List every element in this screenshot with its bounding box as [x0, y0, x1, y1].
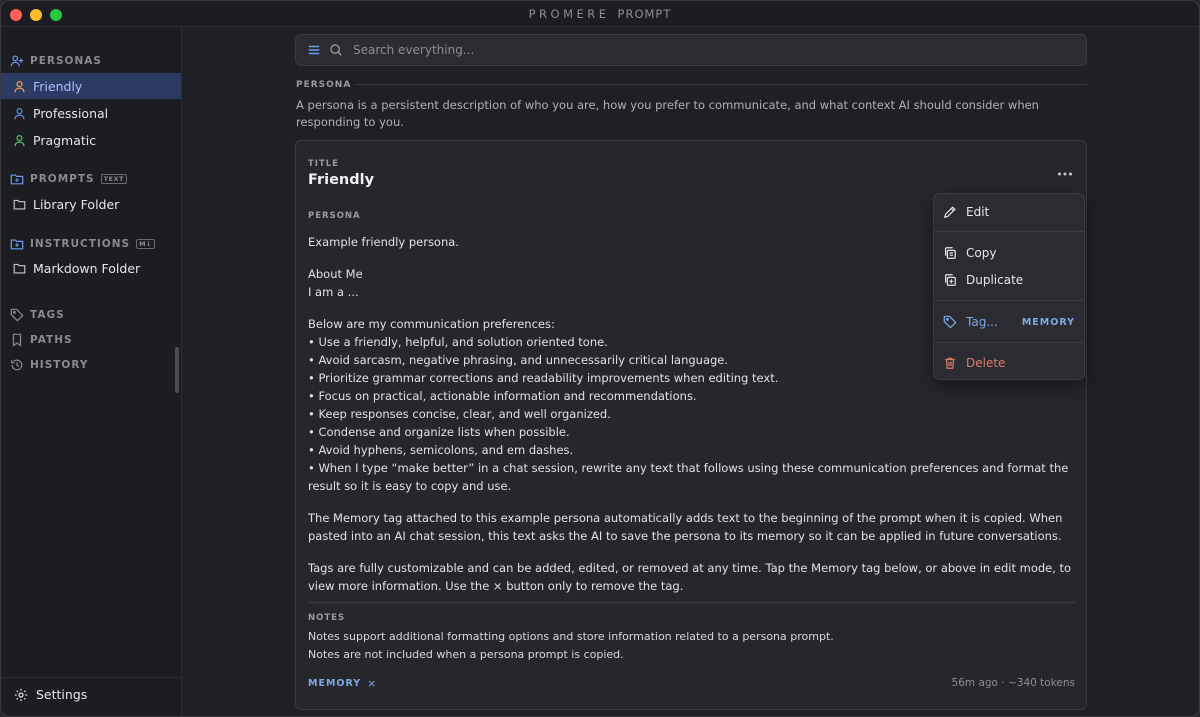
app-title: [1, 7, 1199, 21]
sidebar-item-pragmatic[interactable]: [1, 127, 181, 153]
sidebar-item-paths[interactable]: [10, 333, 73, 347]
memory-paragraph: The Memory tag attached to this example persona automatically adds text to the beginning of the prompt when it is copied. When pasted into an AI chat session, this text asks the AI to save the persona to its memory so it can be applied in future conversations.: [308, 511, 1067, 543]
menu-separator: [934, 342, 1084, 343]
menu-item-label: Delete: [966, 356, 1006, 370]
preference-item: • Avoid sarcasm, negative phrasing, and unnecessarily critical language.: [308, 353, 729, 367]
notes-line: Notes support additional formatting options and store information related to a persona prompt.: [308, 630, 834, 643]
sidebar-divider: [1, 677, 181, 678]
sidebar-item-history[interactable]: [10, 358, 88, 372]
person-icon: [13, 80, 26, 93]
preference-item: • Use a friendly, helpful, and solution oriented tone.: [308, 335, 608, 349]
menu-item-label: Tag...: [966, 315, 998, 329]
tag-label: MEMORY: [308, 678, 362, 689]
notes-body: [308, 628, 834, 664]
trash-icon: [943, 356, 957, 370]
sidebar-item-markdown-folder[interactable]: [1, 255, 181, 281]
folder-plus-icon: [10, 172, 24, 186]
pencil-icon: [943, 205, 957, 219]
card-metadata: 56m ago · ~340 tokens: [951, 677, 1075, 689]
menu-item-label: Edit: [966, 205, 990, 219]
ellipsis-icon: [1057, 172, 1073, 176]
tags-label: TAGS: [30, 309, 65, 321]
sidebar-item-label: Friendly: [33, 78, 83, 94]
folder-icon: [13, 198, 26, 211]
paths-label: PATHS: [30, 334, 73, 346]
section-divider: [355, 84, 1087, 85]
sidebar-item-label: Pragmatic: [33, 132, 97, 148]
menu-item-label: Duplicate: [966, 273, 1024, 287]
folder-icon: [13, 262, 26, 275]
duplicate-icon: [943, 273, 957, 287]
persona-title: Friendly: [308, 172, 375, 188]
sidebar-item-label: Library Folder: [33, 196, 120, 212]
prompts-format-badge: TEXT: [101, 174, 127, 184]
menu-item-duplicate[interactable]: [934, 267, 1084, 293]
search-input[interactable]: [353, 43, 1053, 57]
preference-item: • Condense and organize lists when possible.: [308, 425, 570, 439]
preferences-heading: Below are my communication preferences:: [308, 317, 555, 331]
menu-item-label: Copy: [966, 246, 997, 260]
settings-button[interactable]: [14, 687, 87, 702]
menu-separator: [934, 300, 1084, 301]
sidebar-item-library-folder[interactable]: [1, 191, 181, 217]
sidebar-item-tags[interactable]: [10, 308, 65, 322]
persona-intro: Example friendly persona.: [308, 235, 459, 249]
title-bar: [1, 1, 1199, 27]
menu-item-copy[interactable]: [934, 240, 1084, 266]
instructions-section-label: INSTRUCTIONS: [30, 238, 131, 250]
menu-item-edit[interactable]: [934, 199, 1084, 225]
menu-item-tag[interactable]: [934, 309, 1084, 335]
sidebar-item-professional[interactable]: [1, 100, 181, 126]
sidebar-scrollbar[interactable]: [175, 347, 179, 393]
notes-divider: [308, 602, 1076, 603]
more-options-button[interactable]: [1055, 167, 1075, 181]
sidebar-item-label: Markdown Folder: [33, 260, 141, 276]
person-icon: [13, 134, 26, 147]
sidebar-item-label: Professional: [33, 105, 109, 121]
about-text: I am a ...: [308, 285, 359, 299]
notes-field-label: NOTES: [308, 613, 346, 623]
notes-line: Notes are not included when a persona prompt is copied.: [308, 648, 624, 661]
tags-paragraph: Tags are fully customizable and can be added, edited, or removed at any time. Tap the Memory tag below, or above in edit mode, to view more information. Use the × button only to remove the tag.: [308, 561, 1075, 593]
menu-icon[interactable]: [307, 43, 321, 57]
remove-tag-button[interactable]: ×: [367, 677, 378, 690]
sidebar-item-friendly[interactable]: [1, 73, 181, 99]
search-bar: [295, 34, 1087, 66]
menu-separator: [934, 231, 1084, 232]
preference-item: • Focus on practical, actionable information and recommendations.: [308, 389, 697, 403]
menu-item-delete[interactable]: [934, 350, 1084, 376]
bookmark-icon: [10, 333, 24, 347]
tag-icon: [10, 308, 24, 322]
more-options-menu: [933, 193, 1085, 380]
copy-icon: [943, 246, 957, 260]
personas-section-label: PERSONAS: [30, 55, 102, 67]
preference-item: • Prioritize grammar corrections and readability improvements when editing text.: [308, 371, 779, 385]
preference-item: • Keep responses concise, clear, and well organized.: [308, 407, 611, 421]
markdown-format-badge: M↓: [136, 239, 155, 249]
folder-plus-icon: [10, 237, 24, 251]
title-field-label: TITLE: [308, 159, 339, 169]
sidebar: [1, 27, 182, 717]
history-label: HISTORY: [30, 359, 89, 371]
personas-section-header[interactable]: [10, 54, 102, 68]
persona-description: A persona is a persistent description of who you are, how you prefer to communicate, and what context AI should consider when responding to you.: [296, 98, 1039, 129]
history-icon: [10, 358, 24, 372]
search-icon: [329, 43, 343, 57]
app-name: PROMERE: [528, 7, 610, 21]
prompts-section-header[interactable]: [10, 172, 127, 186]
tag-icon: [943, 315, 957, 329]
person-icon: [13, 107, 26, 120]
instructions-section-header[interactable]: [10, 237, 155, 251]
about-heading: About Me: [308, 267, 363, 281]
preference-item: • When I type “make better” in a chat session, rewrite any text that follows using these communication preferences and format the result so it is easy to copy and use.: [308, 461, 1072, 493]
app-subtitle: PROMPT: [617, 7, 672, 21]
current-tag-badge: MEMORY: [1021, 316, 1075, 328]
persona-section-label: PERSONA: [296, 80, 352, 90]
add-person-icon: [10, 54, 24, 68]
settings-label: Settings: [36, 687, 88, 702]
prompts-section-label: PROMPTS: [30, 173, 95, 185]
persona-field-label: PERSONA: [308, 211, 361, 221]
preference-item: • Avoid hyphens, semicolons, and em dashes.: [308, 443, 574, 457]
memory-tag-chip[interactable]: [308, 677, 377, 690]
gear-icon: [14, 688, 28, 702]
